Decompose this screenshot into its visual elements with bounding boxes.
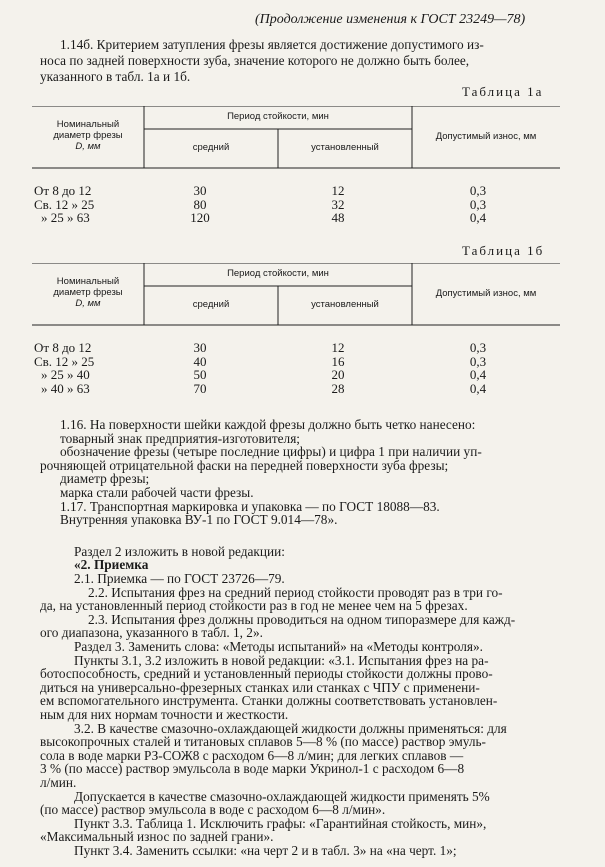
col-diameter-label: диаметр фрезы — [53, 130, 123, 141]
body-line: высокопрочных сталей и титановых сплавов 5—8 % (по массе) раствор эмуль- — [40, 734, 486, 750]
body-line: диаметр фрезы; — [60, 471, 150, 487]
col-diameter-label: D, мм — [75, 298, 101, 309]
col-period-label: Период стойкости, мин — [227, 111, 329, 122]
col-wear-label: Допустимый износ, мм — [435, 131, 537, 142]
cell-mid: 30 — [193, 340, 207, 355]
body-line: 1.17. Транспортная маркировка и упаковка — по ГОСТ 18088—83. — [60, 498, 440, 514]
cell-est: 48 — [331, 210, 345, 225]
cell-mid: 50 — [193, 367, 207, 382]
body-line: (по массе) раствор эмульсола в воде с расходом 6—8 л/мин». — [40, 802, 386, 818]
cell-wear: 0,4 — [469, 380, 487, 396]
cell-mid: 80 — [193, 196, 207, 212]
cell-wear: 0,3 — [469, 340, 487, 355]
cell-wear: 0,4 — [469, 367, 487, 382]
col-diameter-label: Номинальный — [56, 276, 120, 287]
cell-est: 12 — [331, 340, 345, 355]
body-line: 3 % (по массе) раствор эмульсола в воде марки Укринол-1 с расходом 6—8 — [40, 761, 465, 777]
body-line: 2.3. Испытания фрез должны проводиться на одном типоразмере для кажд- — [88, 611, 516, 627]
cell-diameter: Св. 12 » 25 — [34, 196, 95, 212]
body-line: товарный знак предприятия-изготовителя; — [60, 430, 301, 446]
body-line: ого диапазона, указанного в табл. 1, 2». — [40, 625, 263, 641]
body-line: 2.2. Испытания фрез на средний период стойкости проводят раз в три го- — [88, 584, 503, 600]
page-header: (Продолжение изменения к ГОСТ 23249—78) — [255, 12, 526, 27]
paragraph-line: носа по задней поверхности зуба, значение которого не должно быть более, — [40, 53, 470, 68]
body-line: диться на универсально-фрезерных станках или станках с ЧПУ с применени- — [40, 679, 480, 695]
cell-diameter: Св. 12 » 25 — [34, 353, 95, 369]
body-line: Допускается в качестве смазочно-охлаждающей жидкости применять 5% — [74, 788, 490, 804]
col-est-label: установленный — [311, 142, 379, 153]
cell-diameter: » 25 » 63 — [41, 210, 90, 225]
body-line: «2. Приемка — [74, 557, 149, 573]
cell-diameter: » 25 » 40 — [41, 367, 90, 382]
cell-wear: 0,4 — [469, 210, 487, 225]
cell-mid: 30 — [193, 183, 207, 198]
body-line: обозначение фрезы (четыре последние цифры) и цифра 1 при наличии уп- — [60, 444, 482, 460]
cell-est: 28 — [331, 380, 345, 396]
body-line: 2.1. Приемка — по ГОСТ 23726—79. — [74, 571, 285, 586]
col-diameter-label: D, мм — [75, 141, 101, 152]
body-line: ем вспомогательного инструмента. Станки должны соответствовать установлен- — [40, 693, 498, 709]
body-line: ботоспособность, средний и установленный периоды стойкости должны прово- — [40, 666, 493, 682]
cell-diameter: От 8 до 12 — [34, 340, 92, 355]
col-diameter-label: диаметр фрезы — [53, 287, 123, 298]
body-line: ным для них нормам точности и жесткости. — [40, 707, 289, 722]
body-line: Пункт 3.3. Таблица 1. Исключить графы: «Гарантийная стойкость, мин», — [74, 815, 487, 831]
body-line: Раздел 2 изложить в новой редакции: — [74, 543, 285, 559]
col-mid-label: средний — [192, 299, 230, 310]
table-header — [32, 263, 560, 325]
cell-wear: 0,3 — [469, 353, 487, 369]
cell-est: 12 — [331, 183, 345, 198]
col-period-label: Период стойкости, мин — [227, 268, 329, 279]
body-line: л/мин. — [40, 775, 77, 790]
paragraph-line: указанного в табл. 1а и 1б. — [40, 69, 191, 84]
col-est-label: установленный — [311, 299, 379, 310]
body-line: Внутренняя упаковка ВУ-1 по ГОСТ 9.014—78». — [60, 512, 338, 528]
cell-wear: 0,3 — [469, 183, 487, 198]
table-header — [32, 106, 560, 168]
col-diameter-label: Номинальный — [56, 119, 120, 130]
table-1a-caption: Таблица 1а — [462, 84, 544, 99]
body-line: рочняющей отрицательной фаски на передней поверхности зуба фрезы; — [40, 457, 449, 473]
cell-mid: 40 — [193, 353, 207, 369]
body-line: сола в воде марки РЗ-СОЖ8 с расходом 6—8 л/мин; для легких сплавов — — [40, 747, 464, 763]
body-line: 3.2. В качестве смазочно-охлаждающей жидкости должны применяться: для — [74, 720, 507, 736]
cell-wear: 0,3 — [469, 196, 487, 212]
paragraph-line: 1.14б. Критерием затупления фрезы является достижение допустимого из- — [60, 37, 484, 52]
col-mid-label: средний — [192, 142, 230, 153]
cell-diameter: » 40 » 63 — [41, 380, 90, 396]
body-line: марка стали рабочей части фрезы. — [60, 485, 254, 500]
cell-mid: 120 — [190, 210, 210, 225]
body-line: да, на установленный период стойкости раз в год не менее чем на 5 фрезах. — [40, 598, 468, 614]
table-1b-caption: Таблица 1б — [462, 243, 545, 258]
body-line: Пункты 3.1, 3.2 изложить в новой редакции: «3.1. Испытания фрез на ра- — [74, 652, 489, 668]
cell-est: 32 — [331, 196, 345, 212]
cell-est: 20 — [331, 367, 345, 382]
body-line: Пункт 3.4. Заменить ссылки: «на черт 2 и в табл. 3» на «на черт. 1»; — [74, 843, 457, 858]
body-line: «Максимальный износ по задней грани». — [40, 829, 274, 845]
body-line: Раздел 3. Заменить слова: «Методы испытаний» на «Методы контроля». — [74, 639, 483, 654]
cell-diameter: От 8 до 12 — [34, 183, 92, 198]
col-wear-label: Допустимый износ, мм — [435, 288, 537, 299]
cell-mid: 70 — [193, 380, 207, 396]
cell-est: 16 — [331, 353, 345, 369]
body-line: 1.16. На поверхности шейки каждой фрезы должно быть четко нанесено: — [60, 417, 476, 432]
